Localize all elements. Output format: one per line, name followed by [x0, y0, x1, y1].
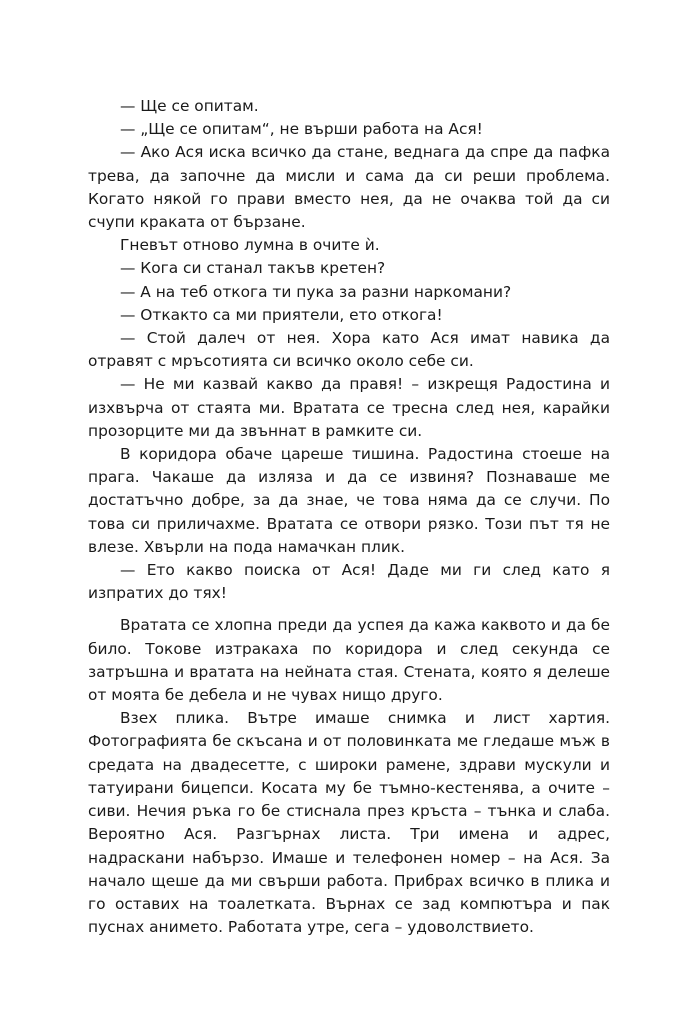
- paragraph: — Кога си станал такъв кретен?: [120, 259, 386, 278]
- paragraph: Гневът отново лумна в очите ѝ.: [120, 236, 380, 255]
- paragraph: — Стой далеч от нея. Хора като Ася имат навика да отравят с мръсотията си всичко около себе си.: [88, 329, 610, 371]
- paragraph: В коридора обаче цареше тишина. Радостина стоеше на прага. Чакаше да изляза и да се извиня? Познаваше ме достатъчно добре, за да знае, че това няма да се случи. По това си приличахме. Вратата се отвори рязко. Този път тя не влезе. Хвърли на пода намачкан плик.: [88, 445, 610, 556]
- paragraph: — А на теб откога ти пука за разни наркомани?: [120, 282, 512, 301]
- paragraph: — Ако Ася иска всичко да стане, веднага да спре да пафка трева, да започне да мисли и сама да си реши проблема. Когато някой го прави вместо нея, да не очаква той да си счупи краката от бързане.: [88, 143, 610, 232]
- body-text: [88, 95, 610, 939]
- paragraph: Взех плика. Вътре имаше снимка и лист хартия. Фотографията бе скъсана и от половинката ме гледаше мъж в средата на двадесетте, с широки рамене, здрави мускули и татуирани бицепси. Косата му бе тъмно-кестенява, а очите – сиви. Нечия ръка го бе стиснала през кръста – тънка и слаба. Вероятно Ася. Разгърнах листа. Три имена и адрес, надраскани набързо. Имаше и телефонен номер – на Ася. За начало щеше да ми свърши работа. Прибрах всичко в плика и го оставих на тоалетката. Върнах се зад компютъра и пак пуснах анимето. Работата утре, сега – удоволствието.: [88, 709, 610, 937]
- paragraph: Вратата се хлопна преди да успея да кажа каквото и да бе било. Токове изтракаха по коридора и след секунда се затръшна и вратата на нейната стая. Стената, която я делеше от моята бе дебела и не чувах нищо друго.: [88, 616, 610, 705]
- paragraph: — Не ми казвай какво да правя! – изкрещя Радостина и изхвърча от стаята ми. Вратата се тресна след нея, карайки прозорците ми да звъннат в рамките си.: [88, 375, 610, 440]
- paragraph: — Откакто са ми приятели, ето откога!: [120, 305, 443, 324]
- paragraph: — „Ще се опитам“, не върши работа на Ася!: [120, 120, 483, 139]
- paragraph: — Ще се опитам.: [120, 97, 259, 115]
- paragraph: — Ето какво поиска от Ася! Даде ми ги след като я изпратих до тях!: [88, 561, 610, 603]
